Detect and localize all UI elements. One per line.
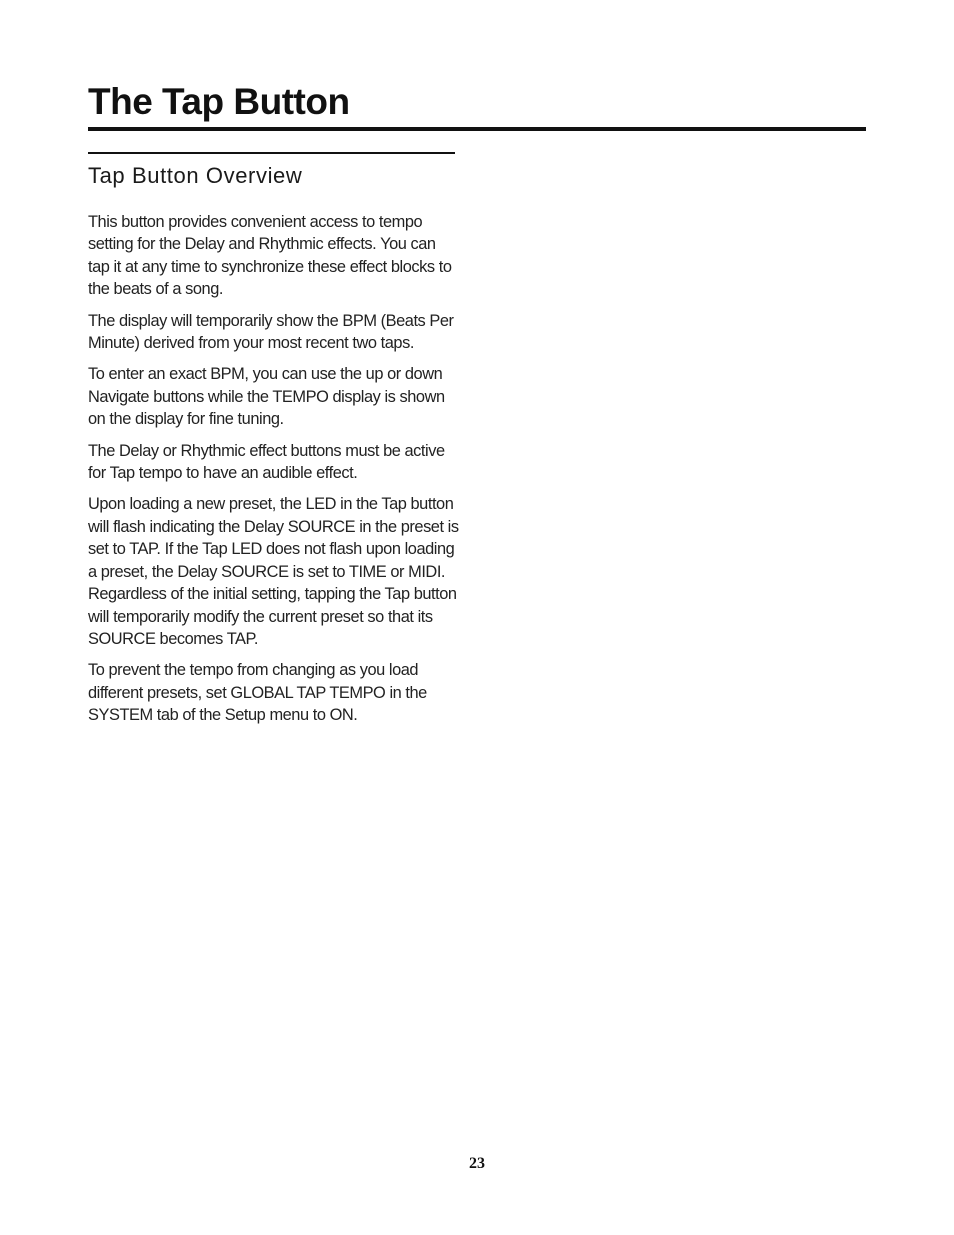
paragraph-bpm-display: The display will temporarily show the BPM (Beats Per Minute) derived from your most recent two taps. bbox=[88, 311, 454, 353]
page-number: 23 bbox=[469, 1155, 485, 1172]
section-divider bbox=[88, 152, 455, 154]
paragraph-effects-active: The Delay or Rhythmic effect buttons must be active for Tap tempo to have an audible effect. bbox=[88, 441, 445, 483]
section-heading: Tap Button Overview bbox=[88, 163, 303, 188]
title-divider bbox=[88, 127, 866, 131]
paragraph-global-tap-tempo: To prevent the tempo from changing as you load different presets, set GLOBAL TAP TEMPO in the SYSTEM tab of the Setup menu to ON. bbox=[88, 661, 427, 725]
paragraph-exact-bpm: To enter an exact BPM, you can use the up or down Navigate buttons while the TEMPO display is shown on the display for fine tuning. bbox=[88, 365, 445, 429]
paragraph-preset-led: Upon loading a new preset, the LED in the Tap button will flash indicating the Delay SOURCE in the preset is set to TAP. If the Tap LED does not flash upon loading a preset, the Delay SOURCE is set to TIME or MIDI. Regardless of the initial setting, tapping the Tap button will temporarily modify the current preset so that its SOURCE becomes TAP. bbox=[88, 495, 459, 648]
paragraph-tempo-access: This button provides convenient access to tempo setting for the Delay and Rhythmic effects. You can tap it at any time to synchronize these effect blocks to the beats of a song. bbox=[88, 213, 452, 299]
page-title: The Tap Button bbox=[88, 81, 350, 122]
body-text-column bbox=[88, 211, 460, 736]
